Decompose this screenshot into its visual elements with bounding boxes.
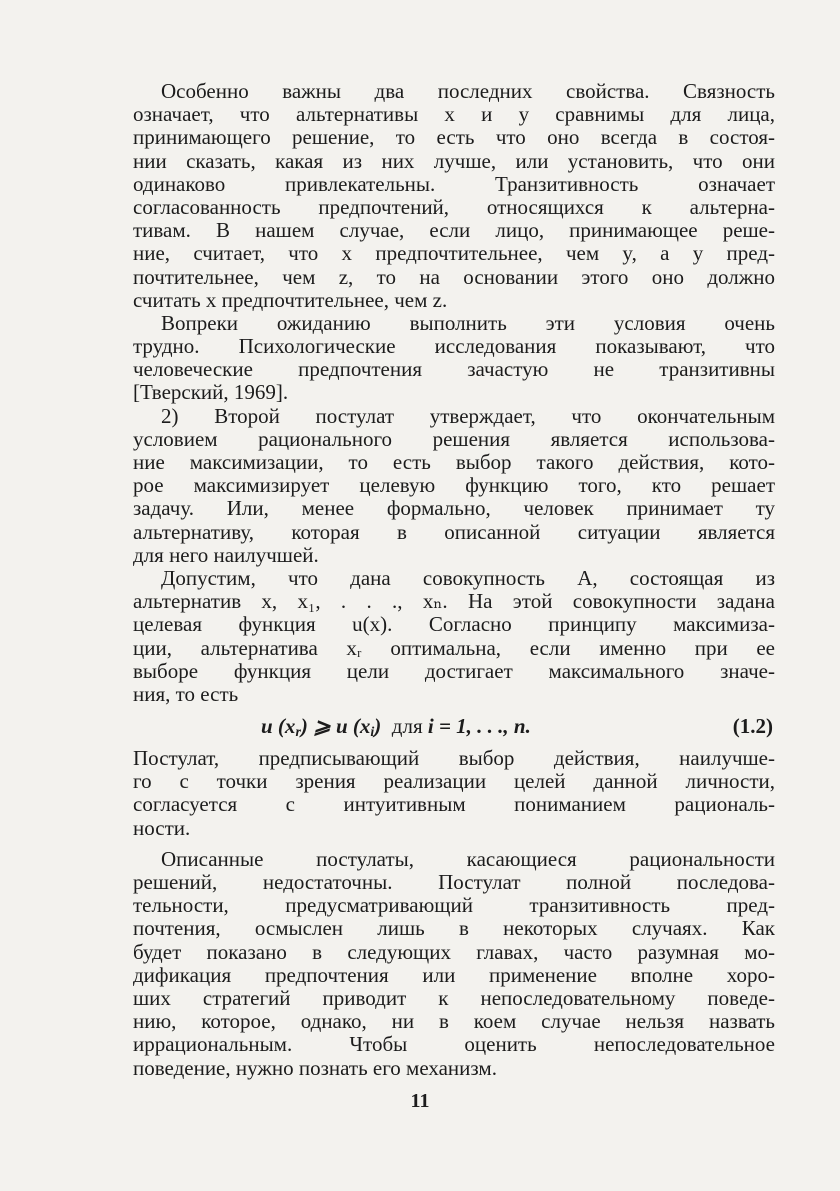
text-line: иррациональным. Чтобы оценить непоследовательное (133, 1032, 775, 1057)
text-line: ности. (133, 815, 191, 840)
text-line: решений, недостаточны. Постулат полной последова- (133, 870, 775, 894)
text-line: альтернативу, которая в описанной ситуации является (133, 519, 775, 544)
text-line: рое максимизирует целевую функцию того, кто решает (133, 473, 775, 498)
paragraph-6 (133, 848, 775, 1080)
text-line: целевая функция u(x). Согласно принципу максимиза- (133, 612, 775, 637)
formula-right: ) (374, 714, 382, 739)
paragraph-5 (133, 747, 775, 840)
text-line: альтернатив x, x₁, . . ., xₙ. На этой совокупности задана (133, 589, 775, 614)
paragraph-2 (133, 312, 775, 405)
text-line: 2) Второй постулат утверждает, что окончательным (161, 403, 775, 428)
text-line: согласуется с интуитивным пониманием рациональ- (133, 792, 775, 817)
text-line: нию, которое, однако, ни в коем случае нельзя назвать (133, 1009, 775, 1034)
text-line: одинаково привлекательны. Транзитивность означает (133, 171, 775, 196)
body-text (133, 80, 775, 1080)
text-line: Особенно важны два последних свойства. Связность (161, 79, 775, 103)
text-line: почтения, осмыслен лишь в некоторых случаях. Как (133, 916, 775, 941)
text-line: трудно. Психологические исследования показывают, что (133, 334, 775, 359)
formula-row (133, 711, 775, 741)
text-line: принимающего решение, то есть что оно всегда в состоя- (133, 125, 775, 150)
text-line: [Тверский, 1969]. (133, 380, 289, 405)
text-line: для него наилучшей. (133, 542, 319, 567)
formula-condition: i = 1, . . ., n. (427, 714, 531, 739)
formula-right-subscript: i (370, 725, 375, 741)
text-line: будет показано в следующих главах, часто разумная мо- (133, 939, 775, 964)
text-line: нии сказать, какая из них лучше, или установить, что они (133, 148, 775, 173)
text-line: ния, то есть (133, 681, 239, 706)
text-line: ние максимизации, то есть выбор такого действия, кото- (133, 450, 775, 474)
text-line: задачу. Или, менее формально, человек принимает ту (133, 496, 775, 521)
formula-middle: ) ⩾ u (x (300, 714, 371, 739)
paragraph-1 (133, 80, 775, 312)
paragraph-4 (133, 567, 775, 706)
formula-left-subscript: r (295, 725, 301, 741)
text-line: условием рационального решения является использова- (133, 426, 775, 451)
page-number: 11 (410, 1090, 430, 1112)
text-line: считать x предпочтительнее, чем z. (133, 287, 448, 312)
text-line: Описанные постулаты, касающиеся рациональности (161, 846, 775, 871)
text-line: ние, считает, что x предпочтительнее, чем y, а y пред- (133, 241, 775, 266)
text-line: почтительнее, чем z, то на основании этого оно должно (133, 264, 775, 289)
text-line: тивам. В нашем случае, если лицо, принимающее реше- (133, 218, 775, 243)
text-line: тельности, предусматривающий транзитивность пред- (133, 893, 775, 918)
text-line: Допустим, что дана совокупность A, состоящая из (161, 565, 775, 590)
text-line: Постулат, предписывающий выбор действия, наилучше- (133, 746, 775, 771)
text-line: означает, что альтернативы x и y сравнимы для лица, (133, 102, 775, 127)
text-line: го с точки зрения реализации целей данной личности, (133, 769, 775, 794)
text-line: согласованность предпочтений, относящихся к альтерна- (133, 194, 775, 219)
text-line: поведение, нужно познать его механизм. (133, 1055, 497, 1080)
text-line: дификация предпочтения или применение вполне хоро- (133, 962, 775, 987)
formula-condition-word: для (391, 714, 423, 739)
equation-number: (1.2) (732, 714, 773, 739)
text-line: человеческие предпочтения зачастую не транзитивны (133, 357, 775, 382)
text-line: ции, альтернатива xᵣ оптимальна, если именно при ее (133, 635, 775, 660)
text-line: ших стратегий приводит к непоследовательному поведе- (133, 985, 775, 1010)
formula-left: u (x (261, 714, 296, 739)
paragraph-3 (133, 405, 775, 567)
formula (261, 715, 531, 744)
text-line: Вопреки ожиданию выполнить эти условия очень (161, 310, 775, 335)
text-line: выборе функция цели достигает максимального значе- (133, 658, 775, 683)
